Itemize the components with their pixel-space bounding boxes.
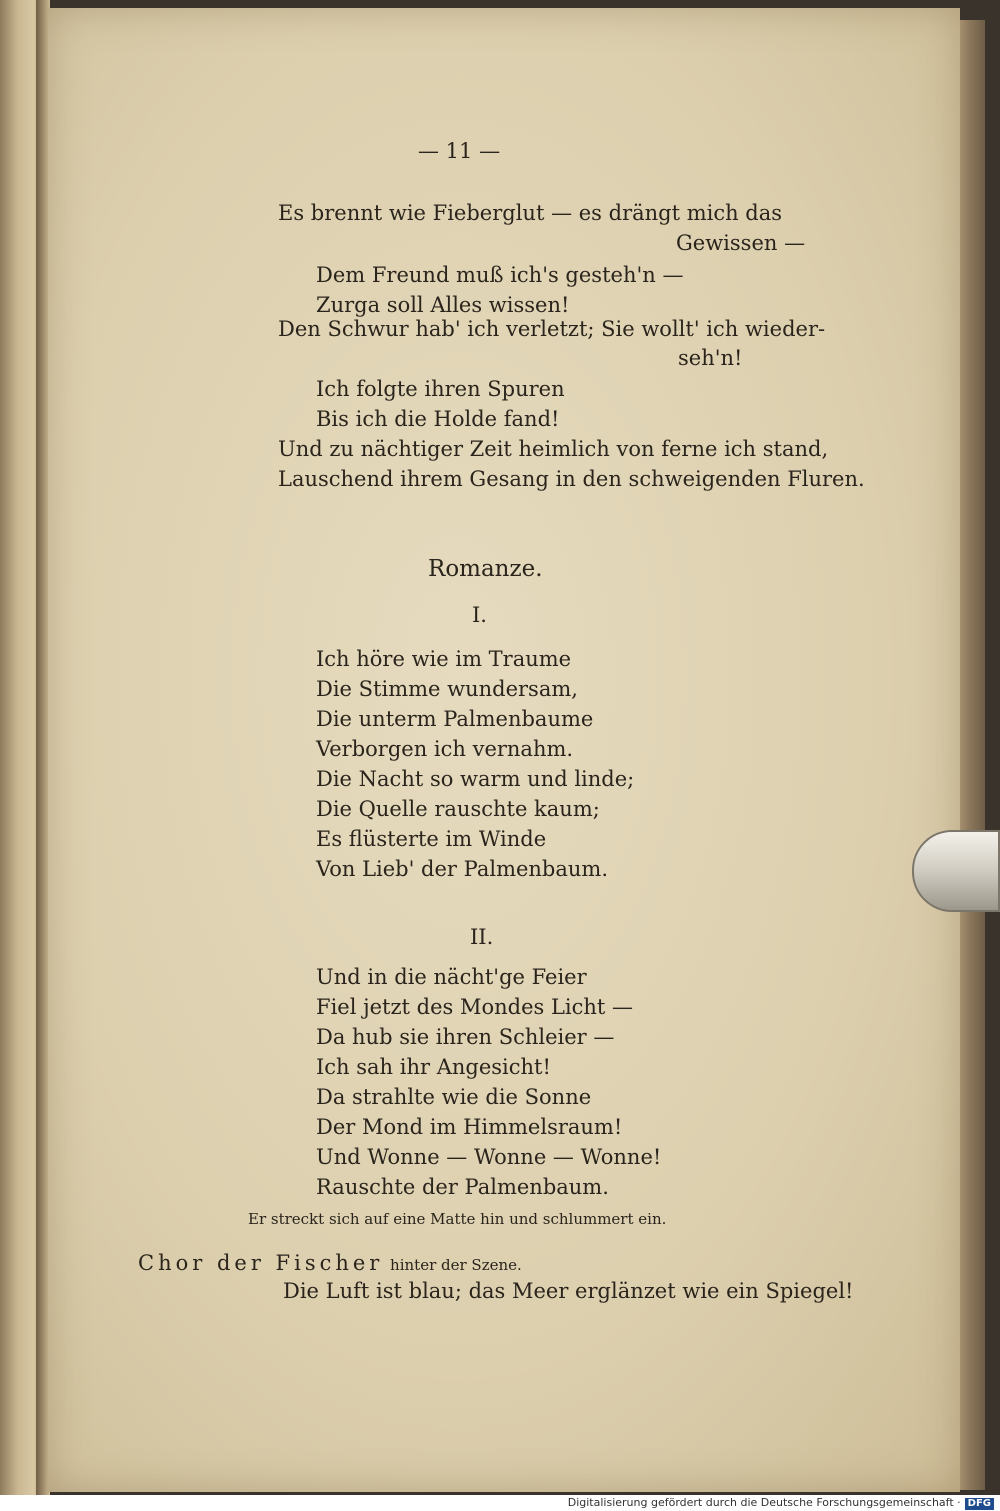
verse-line: seh'n! xyxy=(678,346,743,370)
verse-line: Es flüsterte im Winde xyxy=(316,827,547,851)
verse-line: Die Stimme wundersam, xyxy=(316,677,578,701)
verse-line: Dem Freund muß ich's gesteh'n — xyxy=(316,263,684,287)
stage-direction: Er streckt sich auf eine Matte hin und schlummert ein. xyxy=(248,1210,667,1228)
verse-line: Die Quelle rauschte kaum; xyxy=(316,797,600,821)
page-clip xyxy=(912,830,1000,912)
verse-line: Lauschend ihrem Gesang in den schweigenden Fluren. xyxy=(278,467,865,491)
book-page xyxy=(48,8,960,1492)
dfg-logo: DFG xyxy=(965,1498,994,1510)
credit-text: Digitalisierung gefördert durch die Deutsche Forschungsgemeinschaft · xyxy=(567,1496,961,1509)
verse-line: Den Schwur hab' ich verletzt; Sie wollt' ich wieder- xyxy=(278,317,826,341)
verse-line: Die Luft ist blau; das Meer erglänzet wie ein Spiegel! xyxy=(283,1279,854,1303)
verse-line: Zurga soll Alles wissen! xyxy=(316,293,570,317)
verse-line: Da strahlte wie die Sonne xyxy=(316,1085,592,1109)
verse-line: Ich höre wie im Traume xyxy=(316,647,572,671)
verse-line: Da hub sie ihren Schleier — xyxy=(316,1025,615,1049)
verse-line: Fiel jetzt des Mondes Licht — xyxy=(316,995,634,1019)
verse-line: Und Wonne — Wonne — Wonne! xyxy=(316,1145,662,1169)
page-number: — 11 — xyxy=(418,139,501,163)
part-numeral: II. xyxy=(470,925,494,949)
verse-line: Bis ich die Holde fand! xyxy=(316,407,560,431)
verse-line: Und in die nächt'ge Feier xyxy=(316,965,587,989)
verse-line: Ich sah ihr Angesicht! xyxy=(316,1055,551,1079)
verse-line: Von Lieb' der Palmenbaum. xyxy=(316,857,609,881)
chorus-direction: hinter der Szene. xyxy=(390,1256,522,1274)
verse-line: Die unterm Palmenbaume xyxy=(316,707,594,731)
verse-line: Es brennt wie Fieberglut — es drängt mich das xyxy=(278,201,783,225)
verse-line: Ich folgte ihren Spuren xyxy=(316,377,565,401)
section-heading: Romanze. xyxy=(428,556,543,582)
verse-line: Rauschte der Palmenbaum. xyxy=(316,1175,609,1199)
digitization-credit xyxy=(568,1496,994,1510)
verse-line: Der Mond im Himmelsraum! xyxy=(316,1115,623,1139)
part-numeral: I. xyxy=(472,603,487,627)
verse-line: Die Nacht so warm und linde; xyxy=(316,767,635,791)
verse-line: Verborgen ich vernahm. xyxy=(316,737,574,761)
verse-line: Und zu nächtiger Zeit heimlich von ferne ich stand, xyxy=(278,437,829,461)
verse-line: Gewissen — xyxy=(676,231,806,255)
chorus-speaker: Chor der Fischer xyxy=(138,1251,384,1275)
